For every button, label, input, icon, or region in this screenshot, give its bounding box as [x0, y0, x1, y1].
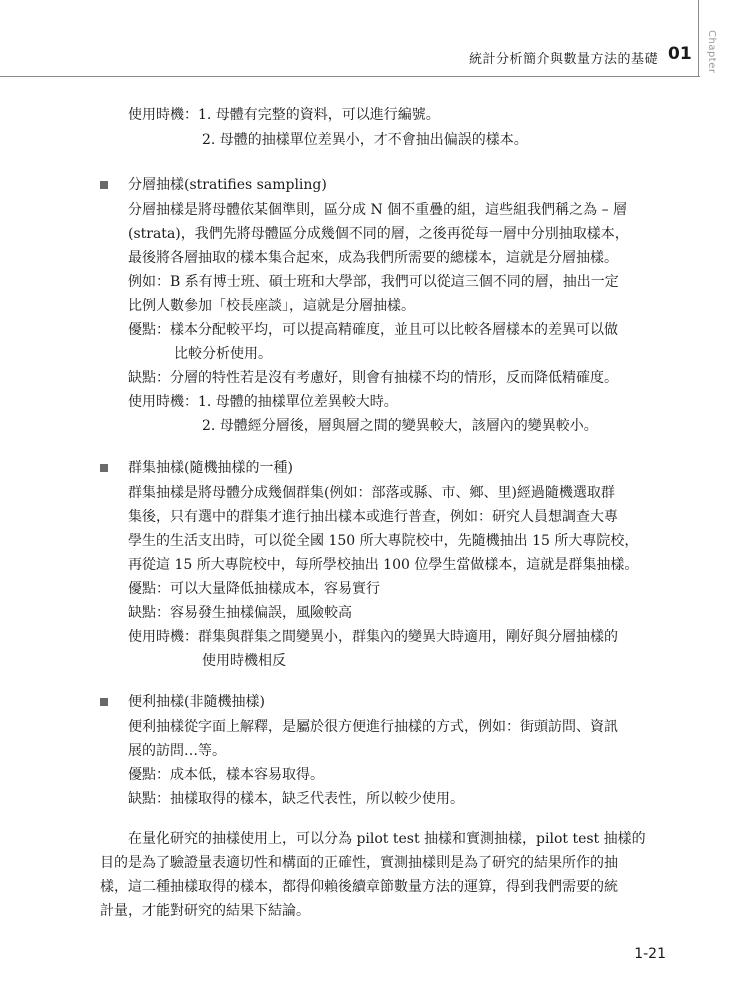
closing-line: 在量化研究的抽樣使用上，可以分為 pilot test 抽樣和實測抽樣，pilot test 抽樣的	[128, 831, 646, 847]
stratified-line: 分層抽樣是將母體依某個準則，區分成 N 個不重疊的組，這些組我們稱之為 – 層	[128, 202, 628, 218]
cluster-line: 優點：可以大量降低抽樣成本，容易實行	[128, 581, 380, 597]
convenience-line: 優點：成本低，樣本容易取得。	[128, 767, 324, 783]
stratified-heading: 分層抽樣(stratifies sampling)	[128, 177, 327, 193]
stratified-line: 缺點：分層的特性若是沒有考慮好，則會有抽樣不均的情形，反而降低精確度。	[128, 370, 618, 386]
convenience-line: 展的訪問…等。	[128, 743, 226, 759]
stratified-line: 最後將各層抽取的樣本集合起來，成為我們所需要的總樣本，這就是分層抽樣。	[128, 250, 618, 266]
stratified-line: (strata)，我們先將母體區分成幾個不同的層，之後再從每一層中分別抽取樣本，	[128, 226, 629, 242]
convenience-line: 便利抽樣從字面上解釋，是屬於很方便進行抽樣的方式，例如：街頭訪問、資訊	[128, 719, 618, 735]
closing-line: 樣，這二種抽樣取得的樣本，都得仰賴後續章節數量方法的運算，得到我們需要的統	[100, 879, 618, 895]
cluster-line: 缺點：容易發生抽樣偏誤，風險較高	[128, 605, 352, 621]
square-bullet-icon	[100, 698, 108, 706]
closing-line: 計量，才能對研究的結果下結論。	[100, 903, 310, 919]
stratified-line: 2. 母體經分層後，層與層之間的變異較大，該層內的變異較小。	[202, 418, 598, 434]
closing-line: 目的是為了驗證量表適切性和構面的正確性，實測抽樣則是為了研究的結果所作的抽	[100, 855, 618, 871]
page-number: 1-21	[634, 946, 666, 962]
chapter-number: 01	[668, 44, 692, 64]
usage-line-1: 使用時機：1. 母體有完整的資料，可以進行編號。	[128, 107, 440, 123]
square-bullet-icon	[100, 181, 108, 189]
cluster-line: 學生的生活支出時，可以從全國 150 所大專院校中，先隨機抽出 15 所大專院校，	[128, 533, 639, 549]
cluster-line: 使用時機：群集與群集之間變異小，群集內的變異大時適用，剛好與分層抽樣的	[128, 629, 618, 645]
usage-line-2: 2. 母體的抽樣單位差異小，才不會抽出偏誤的樣本。	[202, 132, 528, 148]
header-rule	[0, 76, 700, 77]
cluster-line: 群集抽樣是將母體分成幾個群集(例如：部落或縣、市、鄉、里)經過隨機選取群	[128, 485, 615, 501]
convenience-line: 缺點：抽樣取得的樣本，缺乏代表性，所以較少使用。	[128, 791, 464, 807]
cluster-line: 使用時機相反	[202, 653, 286, 669]
convenience-heading: 便利抽樣(非隨機抽樣)	[128, 694, 265, 710]
stratified-line: 優點：樣本分配較平均，可以提高精確度，並且可以比較各層樣本的差異可以做	[128, 322, 618, 338]
square-bullet-icon	[100, 464, 108, 472]
stratified-line: 比較分析使用。	[174, 346, 272, 362]
cluster-line: 集後，只有選中的群集才進行抽出樣本或進行普查，例如：研究人員想調查大專	[128, 509, 618, 525]
stratified-line: 比例人數參加「校長座談」，這就是分層抽樣。	[128, 298, 415, 314]
cluster-line: 再從這 15 所大專院校中，每所學校抽出 100 位學生當做樣本，這就是群集抽樣。	[128, 557, 639, 573]
stratified-line: 使用時機：1. 母體的抽樣單位差異較大時。	[128, 394, 398, 410]
stratified-line: 例如：B 系有博士班、碩士班和大學部，我們可以從這三個不同的層，抽出一定	[128, 274, 619, 290]
chapter-divider	[698, 0, 699, 77]
chapter-label: Chapter	[706, 30, 717, 74]
cluster-heading: 群集抽樣(隨機抽樣的一種)	[128, 460, 293, 476]
running-header-title: 統計分析簡介與數量方法的基礎	[468, 52, 658, 67]
